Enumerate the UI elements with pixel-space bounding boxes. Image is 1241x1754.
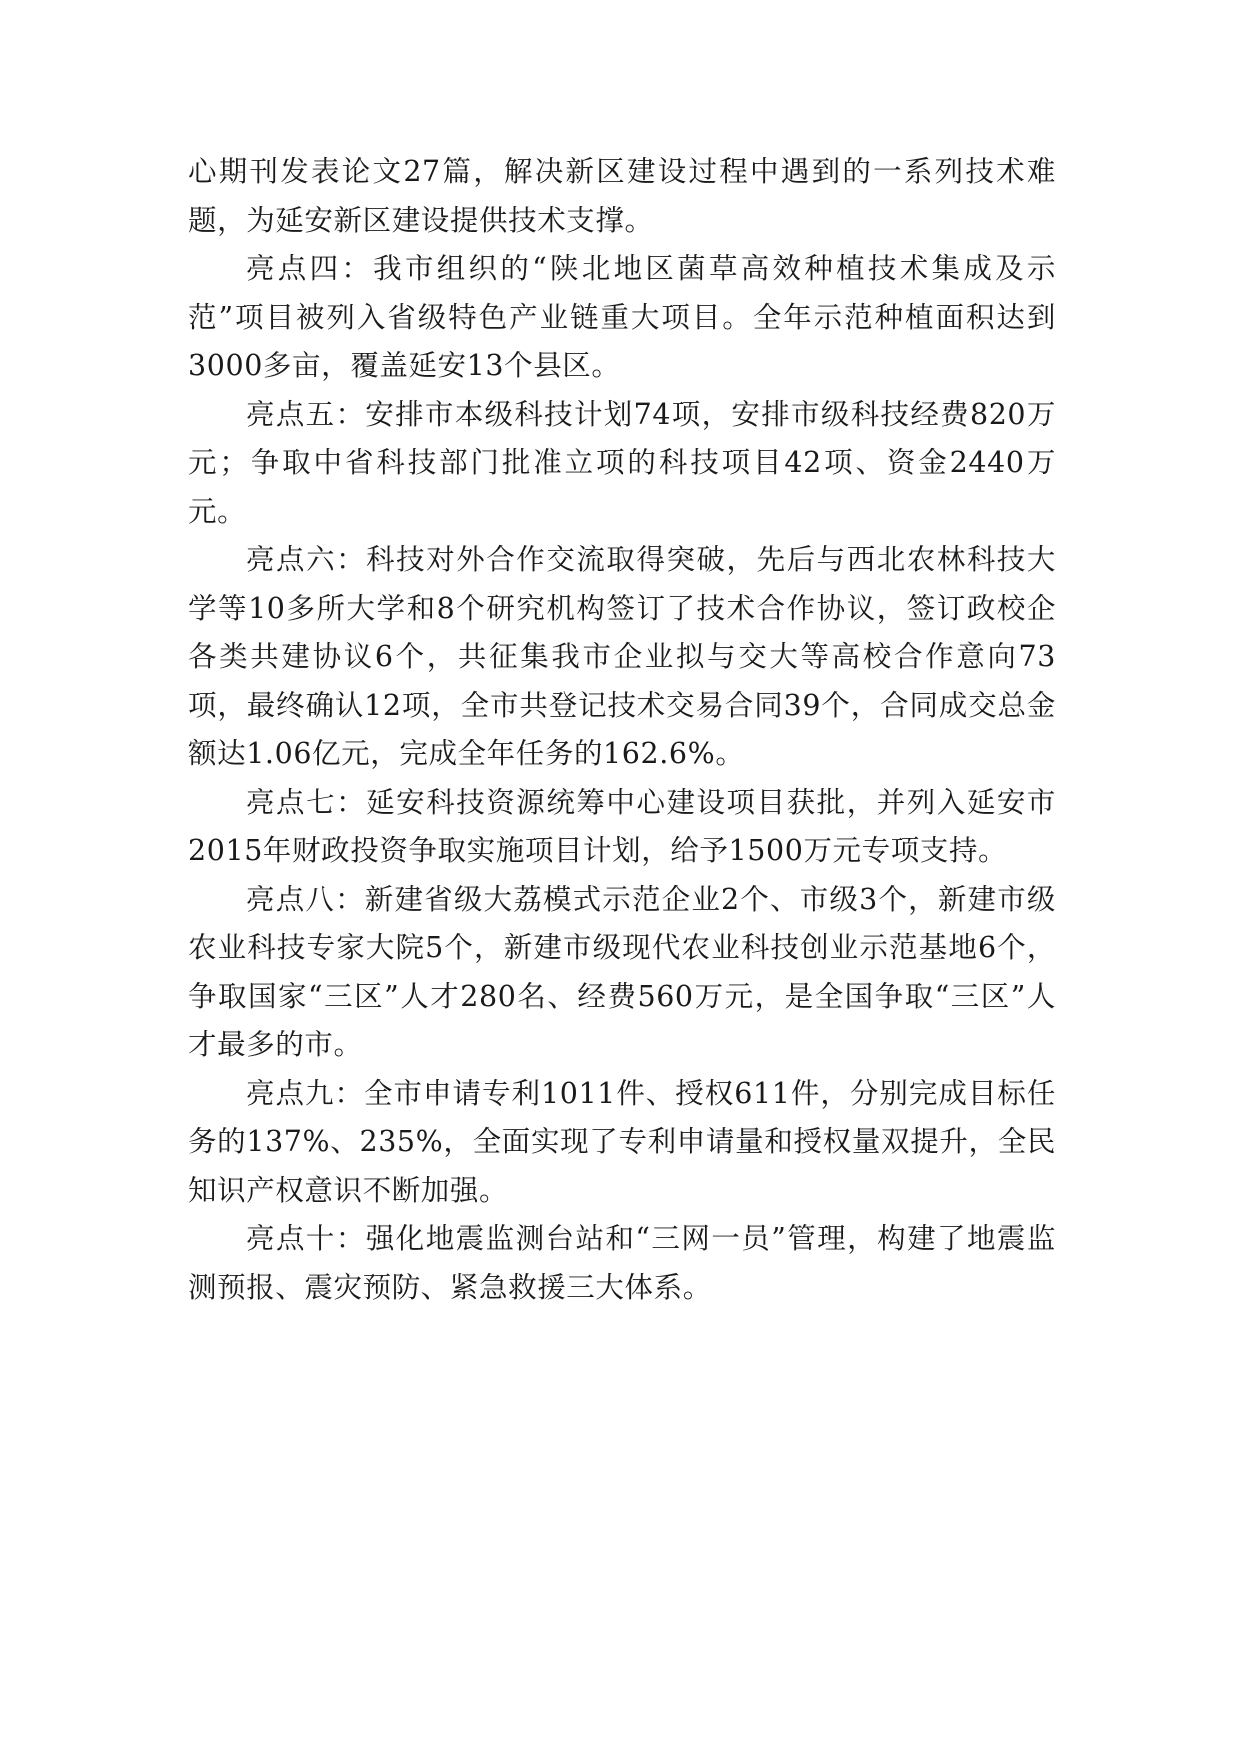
paragraph-highlight-7: 亮点七：延安科技资源统筹中心建设项目获批，并列入延安市2015年财政投资争取实施项目计划，给予1500万元专项支持。 bbox=[188, 785, 1056, 867]
paragraph-highlight-10: 亮点十：强化地震监测台站和“三网一员”管理，构建了地震监测预报、震灾预防、紧急救援三大体系。 bbox=[188, 1222, 1056, 1304]
paragraph-continuation: 心期刊发表论文27篇，解决新区建设过程中遇到的一系列技术难题，为延安新区建设提供技术支撑。 bbox=[188, 155, 1056, 237]
paragraph-highlight-6: 亮点六：科技对外合作交流取得突破，先后与西北农林科技大学等10多所大学和8个研究机构签订了技术合作协议，签订政校企各类共建协议6个，共征集我市企业拟与交大等高校合作意向73项，最终确认12项，全市共登记技术交易合同39个，合同成交总金额达1.06亿元，完成全年任务的162.6%。 bbox=[188, 543, 1056, 770]
document-body bbox=[188, 148, 1056, 1312]
paragraph-highlight-5: 亮点五：安排市本级科技计划74项，安排市级科技经费820万元；争取中省科技部门批准立项的科技项目42项、资金2440万元。 bbox=[188, 397, 1056, 528]
paragraph-highlight-4: 亮点四：我市组织的“陕北地区菌草高效种植技术集成及示范”项目被列入省级特色产业链重大项目。全年示范种植面积达到3000多亩，覆盖延安13个县区。 bbox=[188, 252, 1056, 382]
paragraph-highlight-8: 亮点八：新建省级大荔模式示范企业2个、市级3个，新建市级农业科技专家大院5个，新建市级现代农业科技创业示范基地6个，争取国家“三区”人才280名、经费560万元，是全国争取“三区”人才最多的市。 bbox=[188, 882, 1056, 1061]
paragraph-highlight-9: 亮点九：全市申请专利1011件、授权611件，分别完成目标任务的137%、235%，全面实现了专利申请量和授权量双提升，全民知识产权意识不断加强。 bbox=[188, 1076, 1056, 1207]
